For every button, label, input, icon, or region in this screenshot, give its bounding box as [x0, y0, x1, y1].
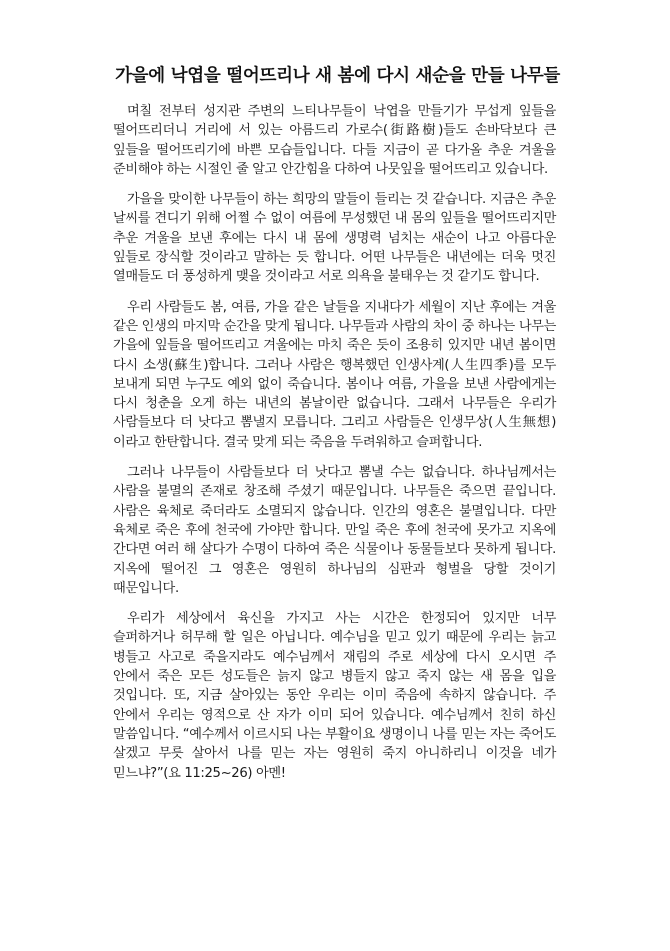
paragraph-1: 며칠 전부터 성지관 주변의 느티나무들이 낙엽을 만들기가 무섭게 잎들을 떨어뜨리더니 거리에 서 있는 아름드리 가로수(街路樹)들도 손바닥보다 큰 잎들을 떨어뜨리기에 바쁜 모습들입니다. 다들 지금이 곧 다가올 추운 겨울을 준비해야 하는 시절인 줄 알고 안간힘을 다하여 나뭇잎을 떨어뜨리고 있습니다. [113, 104, 556, 177]
paragraph-3: 우리 사람들도 봄, 여름, 가을 같은 날들을 지내다가 세월이 지난 후에는 겨울 같은 인생의 마지막 순간을 맞게 됩니다. 나무들과 사람의 차이 중 하나는 나무는 가을에 잎들을 떨어뜨리고 겨울에는 마치 죽은 듯이 조용히 있지만 내년 봄이면 다시 소생(蘇生)합니다. 그러나 사람은 행복했던 인생사계(人生四季)를 모두 보내게 되면 누구도 예외 없이 죽습니다. 봄이나 여름, 가을을 보낸 사람에게는 다시 청춘을 오게 하는 내년의 봄날이란 없습니다. 그래서 나무들은 우리가 사람들보다 더 낫다고 뽐낼지 모릅니다. 그리고 사람들은 인생무상(人生無想)이라고 한탄합니다. 결국 맞게 되는 죽음을 두려워하고 슬퍼합니다. [113, 299, 556, 450]
paragraph-5: 우리가 세상에서 육신을 가지고 사는 시간은 한정되어 있지만 너무 슬퍼하거나 허무해 할 일은 아닙니다. 예수님을 믿고 있기 때문에 우리는 늙고 병들고 사고로 죽을지라도 예수님께서 재림의 주로 세상에 다시 오시면 주 안에서 죽은 모든 성도들은 늙지 않고 병들지 않고 죽지 않는 새 몸을 입을 것입니다. 또, 지금 살아있는 동안 우리는 이미 죽음에 속하지 않습니다. 주 안에서 우리는 영적으로 산 자가 이미 되어 있습니다. 예수님께서 친히 하신 말씀입니다. “예수께서 이르시되 나는 부활이요 생명이니 나를 믿는 자는 죽어도 살겠고 무릇 살아서 나를 믿는 자는 영원히 죽지 아니하리니 이것을 네가 믿느냐?”(요 11:25~26) 아멘! [113, 611, 556, 781]
paragraph-2: 가을을 맞이한 나무들이 하는 희망의 말들이 들리는 것 같습니다. 지금은 추운 날씨를 견디기 위해 어쩔 수 없이 여름에 무성했던 내 몸의 잎들을 떨어뜨리지만 추운 겨울을 보낸 후에는 다시 내 몸에 생명력 넘치는 새순이 나고 아름다운 잎들로 장식할 것이라고 말하는 듯 합니다. 어떤 나무들은 내년에는 더욱 멋진 열매들도 더 풍성하게 맺을 것이라고 서로 의욕을 불태우는 것 같기도 합니다. [113, 192, 556, 285]
document-title: 가을에 낙엽을 떨어뜨리나 새 봄에 다시 새순을 만들 나무들 [115, 66, 560, 86]
paragraph-4: 그러나 나무들이 사람들보다 더 낫다고 뽐낼 수는 없습니다. 하나님께서는 사람을 불멸의 존재로 창조해 주셨기 때문입니다. 나무들은 죽으면 끝입니다. 사람은 육체로 죽더라도 소멸되지 않습니다. 인간의 영혼은 불멸입니다. 다만 육체로 죽은 후에 천국에 가야만 합니다. 만일 죽은 후에 천국에 못가고 지옥에 간다면 여러 해 살다가 수명이 다하여 죽은 식물이나 동물들보다 못하게 됩니다. 지옥에 떨어진 그 영혼은 영원히 하나님의 심판과 형벌을 당할 것이기 때문입니다. [113, 465, 556, 596]
document-body [113, 102, 556, 783]
